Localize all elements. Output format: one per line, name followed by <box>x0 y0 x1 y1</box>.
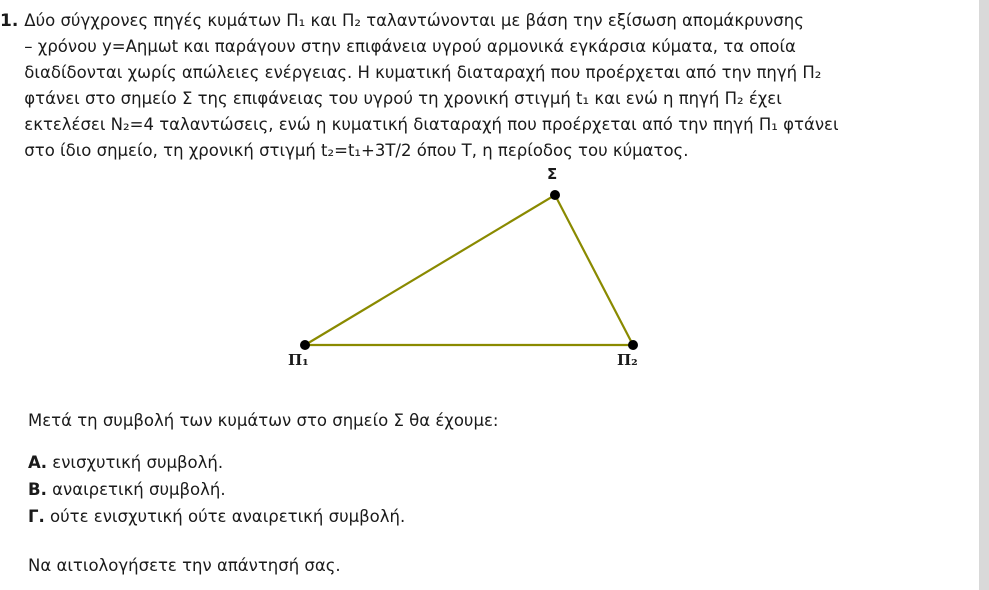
problem-line: στο ίδιο σημείο, τη χρονική στιγμή t₂=t₁+3T/2 όπου T, η περίοδος του κύματος. <box>24 141 689 160</box>
problem-line: διαδίδονται χωρίς απώλειες ενέργειας. Η κυματική διαταραχή που προέρχεται από την πηγή Π₂ <box>24 63 822 82</box>
page-right-margin-strip <box>979 0 989 590</box>
problem-body <box>24 8 929 164</box>
label-pi1: Π₁ <box>288 351 309 369</box>
problem-statement <box>0 8 930 164</box>
choice-c[interactable] <box>28 504 928 529</box>
choice-a[interactable] <box>28 450 928 475</box>
answer-choices <box>28 450 928 531</box>
point-pi2-marker <box>628 340 638 350</box>
wave-sources-triangle-figure <box>255 165 725 385</box>
point-sigma-marker <box>550 190 560 200</box>
problem-line: εκτελέσει N₂=4 ταλαντώσεις, ενώ η κυματική διαταραχή που προέρχεται από την πηγή Π₁ φτάνει <box>24 115 839 134</box>
triangle-diagram-svg <box>255 165 725 385</box>
choice-b-text: αναιρετική συμβολή. <box>46 480 226 499</box>
after-figure-text: Μετά τη συμβολή των κυμάτων στο σημείο Σ θα έχουμε: <box>28 411 499 430</box>
choice-a-letter: Α. <box>28 453 48 472</box>
label-pi2: Π₂ <box>617 351 638 369</box>
problem-line: φτάνει στο σημείο Σ της επιφάνειας του υγρού τη χρονική στιγμή t₁ και ενώ η πηγή Π₂ έχει <box>24 89 782 108</box>
closing-instruction: Να αιτιολογήσετε την απάντησή σας. <box>28 556 341 575</box>
problem-line: – χρόνου y=Aημωt και παράγουν στην επιφάνεια υγρού αρμονικά εγκάρσια κύματα, τα οποία <box>24 37 796 56</box>
problem-number: 1. <box>0 11 19 31</box>
triangle-outline <box>305 195 633 345</box>
label-sigma: Σ <box>547 165 558 183</box>
point-pi1-marker <box>300 340 310 350</box>
choice-c-letter: Γ. <box>28 507 45 526</box>
choice-b-letter: Β. <box>28 480 47 499</box>
choice-a-text: ενισχυτική συμβολή. <box>47 453 224 472</box>
choice-b[interactable] <box>28 477 928 502</box>
choice-c-text: ούτε ενισχυτική ούτε αναιρετική συμβολή. <box>44 507 406 526</box>
problem-line: Δύο σύγχρονες πηγές κυμάτων Π₁ και Π₂ ταλαντώνονται με βάση την εξίσωση απομάκρυνσης <box>24 11 804 30</box>
